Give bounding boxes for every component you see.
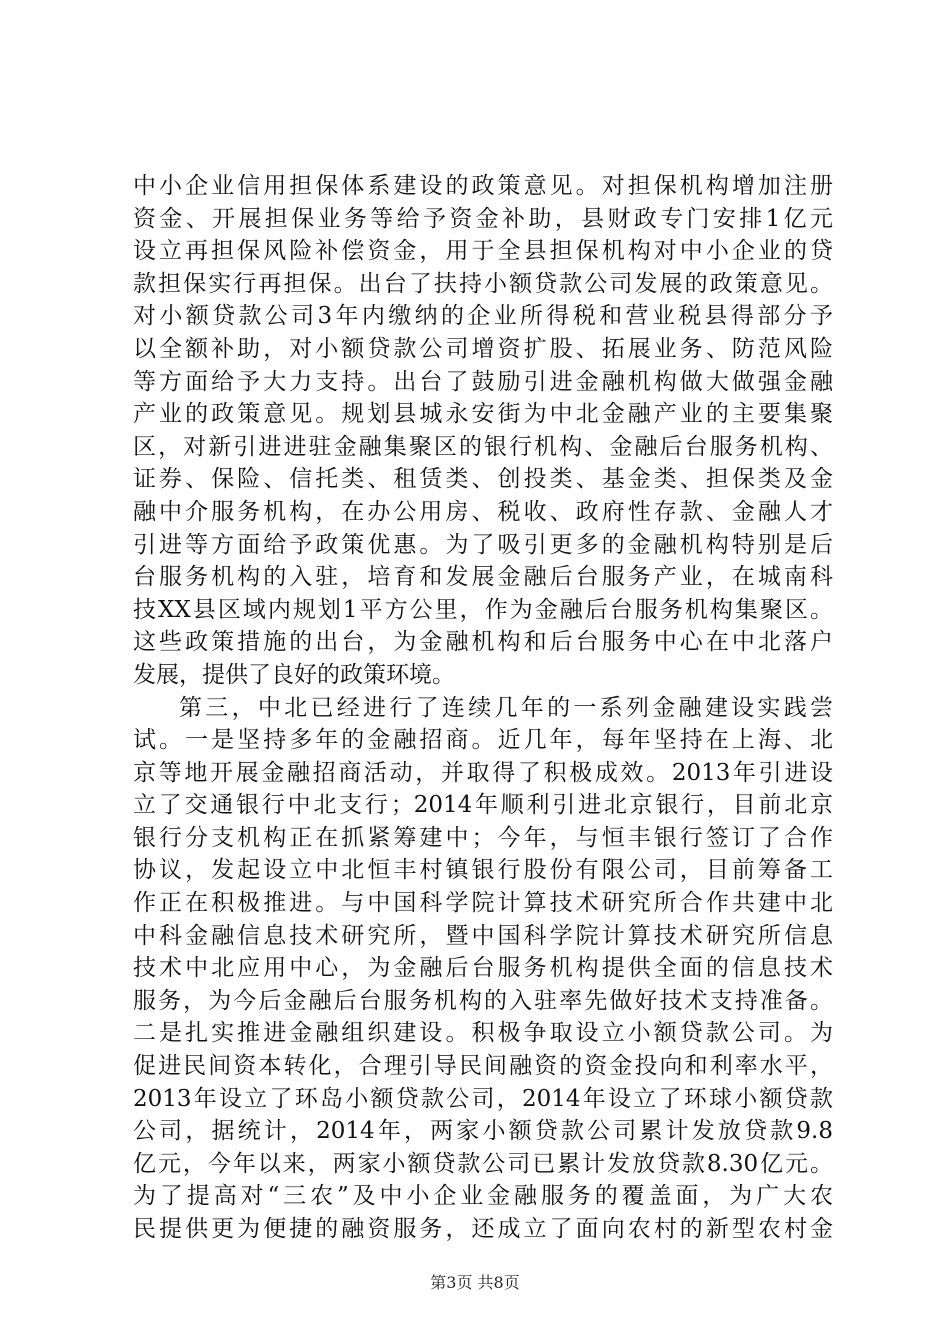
text-line: 设立再担保风险补偿资金，用于全县担保机构对中小企业的贷 (133, 238, 833, 265)
text-line: 作正在积极推进。与中国科学院计算技术研究所合作共建中北 (133, 890, 833, 917)
text-line: 产业的政策意见。规划县城永安街为中北金融产业的主要集聚 (133, 401, 833, 428)
text-line: 技XX县区域内规划1平方公里，作为金融后台服务机构集聚区。 (133, 596, 833, 623)
text-line: 以全额补助，对小额贷款公司增资扩股、拓展业务、防范风险 (133, 335, 833, 362)
page-footer (0, 1273, 950, 1293)
text-line: 民提供更为便捷的融资服务，还成立了面向农村的新型农村金 (133, 1216, 833, 1242)
text-line: 服务，为今后金融后台服务机构的入驻率先做好技术支持准备。 (133, 987, 833, 1014)
text-line: 证券、保险、信托类、租赁类、创投类、基金类、担保类及金 (133, 466, 833, 493)
text-line: 资金、开展担保业务等给予资金补助，县财政专门安排1亿元 (133, 205, 833, 232)
page-number: 第3页 共8页 (430, 1273, 520, 1292)
paragraph-start-line: 第三，中北已经进行了连续几年的一系列金融建设实践尝 (179, 694, 833, 721)
paragraph-end-line: 发展，提供了良好的政策环境。 (133, 661, 455, 688)
text-line: 试。一是坚持多年的金融招商。近几年，每年坚持在上海、北 (133, 727, 833, 754)
text-line: 融中介服务机构，在办公用房、税收、政府性存款、金融人才 (133, 498, 833, 525)
text-line: 2013年设立了环岛小额贷款公司，2014年设立了环球小额贷款 (133, 1085, 833, 1112)
text-line: 协议，发起设立中北恒丰村镇银行股份有限公司，目前筹备工 (133, 857, 833, 884)
text-line: 京等地开展金融招商活动，并取得了积极成效。2013年引进设 (133, 759, 833, 786)
text-line: 台服务机构的入驻，培育和发展金融后台服务产业，在城南科 (133, 564, 833, 591)
document-body (133, 170, 833, 1246)
text-line: 中小企业信用担保体系建设的政策意见。对担保机构增加注册 (133, 173, 833, 199)
text-line: 二是扎实推进金融组织建设。积极争取设立小额贷款公司。为 (133, 1020, 833, 1047)
text-line: 亿元，今年以来，两家小额贷款公司已累计发放贷款8.30亿元。 (133, 1150, 833, 1177)
text-line: 公司，据统计，2014年，两家小额贷款公司累计发放贷款9.8 (133, 1118, 833, 1145)
text-line: 技术中北应用中心，为金融后台服务机构提供全面的信息技术 (133, 955, 833, 982)
text-line: 引进等方面给予政策优惠。为了吸引更多的金融机构特别是后 (133, 531, 833, 558)
text-line: 款担保实行再担保。出台了扶持小额贷款公司发展的政策意见。 (133, 270, 833, 297)
text-line: 银行分支机构正在抓紧筹建中；今年，与恒丰银行签订了合作 (133, 824, 833, 851)
text-line: 等方面给予大力支持。出台了鼓励引进金融机构做大做强金融 (133, 368, 833, 395)
text-line: 立了交通银行中北支行；2014年顺利引进北京银行，目前北京 (133, 792, 833, 819)
text-line: 对小额贷款公司3年内缴纳的企业所得税和营业税县得部分予 (133, 303, 833, 330)
text-line: 中科金融信息技术研究所，暨中国科学院计算技术研究所信息 (133, 922, 833, 949)
text-line: 区，对新引进进驻金融集聚区的银行机构、金融后台服务机构、 (133, 433, 833, 460)
text-line: 促进民间资本转化，合理引导民间融资的资金投向和利率水平， (133, 1053, 833, 1080)
text-line: 为了提高对“三农”及中小企业金融服务的覆盖面，为广大农 (133, 1183, 833, 1210)
text-line: 这些政策措施的出台，为金融机构和后台服务中心在中北落户 (133, 629, 833, 656)
